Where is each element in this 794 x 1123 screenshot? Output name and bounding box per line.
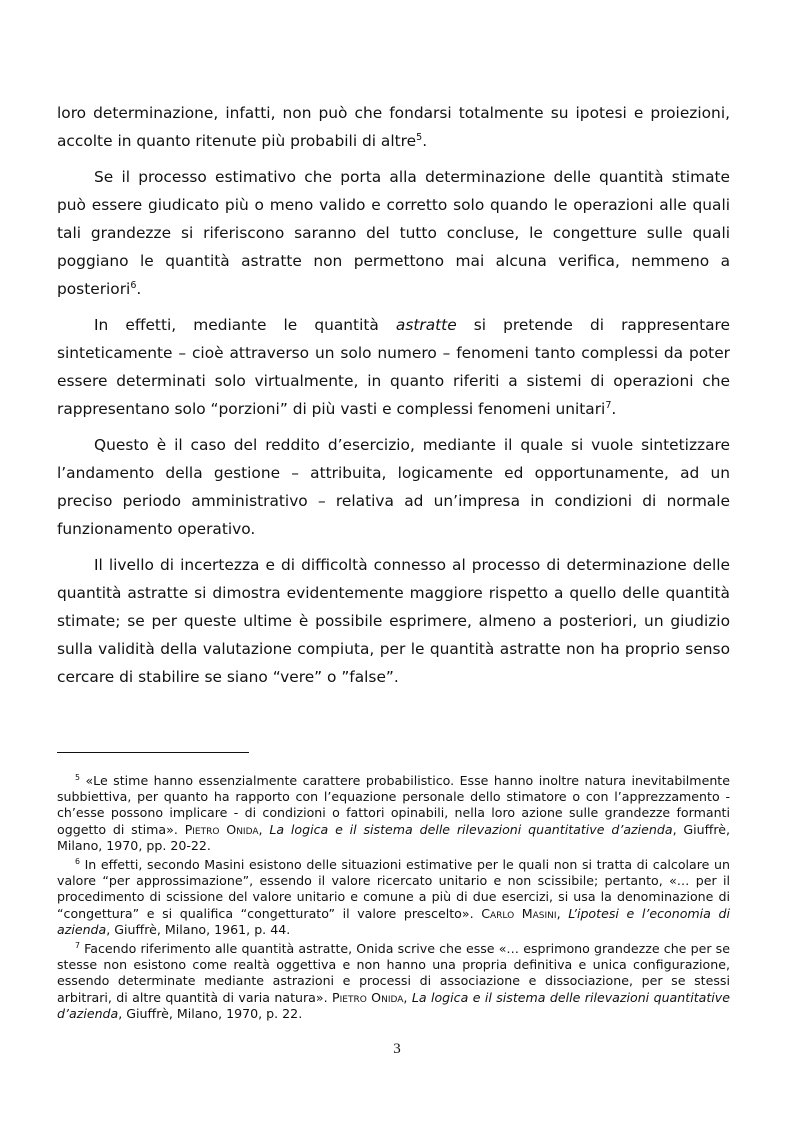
text-run: Questo è il caso del reddito d’esercizio, mediante il quale si vuole sintetizzare l’andamento della gestione – attribuita, logicamente ed opportunamente, ad un preciso periodo amministrativo – relativa ad un’impresa in condizioni di normale funzionamento operativo. [57, 436, 730, 538]
footnote-separator [57, 752, 249, 753]
text-run: Facendo riferimento alle quantità astratte, Onida scrive che esse «… esprimono grandezze che per se stesse non esistono come realtà oggettiva e non hanno una propria definitiva e unica configurazione, essendo determinate mediante astrazioni e processi di associazione e dissociazione, per se stessi arbitrari, di altre quantità di varia natura». [57, 941, 730, 1005]
footnote-ref: 6 [130, 279, 137, 291]
text-run: , Giuffrè, Milano, 1961, p. 44. [106, 921, 291, 937]
italic-text: L’ipotesi e l’economia di azienda [57, 905, 730, 937]
paragraph-2 [57, 163, 730, 303]
page-number: 3 [393, 1041, 401, 1057]
footnote-6 [57, 857, 730, 938]
text-run: , [403, 989, 412, 1005]
text-run: In effetti, secondo Masini esistono delle situazioni estimative per le quali non si tratta di calcolare un valore “per approssimazione”, essendo il valore ricercato unitario e non scissibile; pertanto, «… per il procedimento di scissione del valore unitario e comune a più di due esercizi, si usa la denominazione di “congettura” e si qualifica “congetturato” il valore prescelto». [57, 857, 730, 921]
text-run: «Le stime hanno essenzialmente carattere probabilistico. Esse hanno inoltre natura inevitabilmente subbiettiva, per quanto ha rapporto con l’equazione personale dello stimatore o con l’apprezzamento - ch’esse possono implicare - di condizioni o fattori opinabili, nella loro azione sulle grandezze formanti oggetto di stima». [57, 773, 730, 837]
footnote-ref: 7 [605, 399, 612, 411]
text-run: . [611, 400, 617, 418]
footnote-ref: 5 [416, 131, 423, 143]
paragraph-4 [57, 431, 730, 543]
paragraph-1 [57, 99, 730, 155]
text-run: , Giuffrè, Milano, 1970, p. 22. [118, 1005, 303, 1021]
text-run: , [258, 821, 270, 837]
text-run: . [136, 280, 142, 298]
author-name: Pietro Onida [184, 821, 259, 837]
text-run: Il livello di incertezza e di difficoltà connesso al processo di determinazione delle quantità astratte si dimostra evidentemente maggiore rispetto a quello delle quantità stimate; se per queste ultime è possibile esprimere, almeno a posteriori, un giudizio sulla validità della valutazione compiuta, per le quantità astratte non ha proprio senso cercare di stabilire se siano “vere” o ”false”. [57, 556, 730, 686]
footnotes [57, 773, 730, 1025]
author-name: Pietro Onida [332, 989, 404, 1005]
italic-text: astratte [395, 316, 457, 334]
text-run: Se il processo estimativo che porta alla determinazione delle quantità stimate può essere giudicato più o meno valido e corretto solo quando le operazioni alle quali tali grandezze si riferiscono saranno del tutto concluse, le congetture sulle quali poggiano le quantità astratte non permettono mai alcuna verifica, nemmeno a posteriori [57, 168, 730, 298]
paragraph-5 [57, 551, 730, 691]
footnote-ref: 5 [75, 772, 80, 782]
text-run: , [556, 905, 569, 921]
italic-text: La logica e il sistema delle rilevazioni quantitative d’azienda [269, 821, 673, 837]
paragraph-3 [57, 311, 730, 423]
footnote-ref: 7 [75, 940, 80, 950]
italic-text: La logica e il sistema delle rilevazioni quantitative d’azienda [57, 989, 730, 1021]
footnote-7 [57, 941, 730, 1022]
footnote-5 [57, 773, 730, 854]
text-run: . [422, 132, 428, 150]
footnote-ref: 6 [75, 856, 80, 866]
text-run: In effetti, mediante le quantità [94, 316, 396, 334]
body-text [57, 99, 730, 699]
text-run: si pretende di rappresentare sinteticamente – cioè attraverso un solo numero – fenomeni tanto complessi da poter essere determinati solo virtualmente, in quanto riferiti a sistemi di operazioni che rappresentano solo “porzioni” di più vasti e complessi fenomeni unitari [57, 316, 730, 418]
author-name: Carlo Masini [481, 905, 557, 921]
text-run: loro determinazione, infatti, non può che fondarsi totalmente su ipotesi e proiezioni, accolte in quanto ritenute più probabili di altre [57, 104, 730, 150]
text-run: , Giuffrè, Milano, 1970, pp. 20-22. [57, 821, 730, 853]
